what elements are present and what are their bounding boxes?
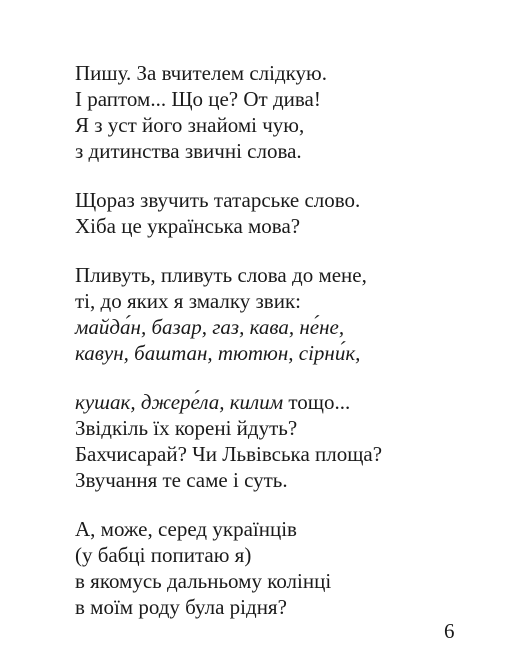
line-text: кавун, баштан, тютюн, сірни́к,	[75, 341, 361, 365]
stanza	[75, 516, 515, 620]
stanza	[75, 389, 515, 493]
line-text: Пишу. За вчителем слідкую.	[75, 61, 327, 85]
line-text: Звучання те саме і суть.	[75, 468, 288, 492]
poem-line	[75, 441, 515, 467]
poem-line	[75, 594, 515, 620]
line-text: Звідкіль їх корені йдуть?	[75, 416, 298, 440]
poem-line	[75, 60, 515, 86]
stanza	[75, 187, 515, 239]
line-text: (у бабці попитаю я)	[75, 543, 252, 567]
stanza	[75, 262, 515, 366]
poem-line	[75, 112, 515, 138]
poem-line	[75, 138, 515, 164]
poem-line	[75, 86, 515, 112]
page-number: 6	[444, 619, 455, 643]
poem-line	[75, 340, 515, 366]
line-text: Хіба це українська мова?	[75, 214, 301, 238]
line-text: Щораз звучить татарське слово.	[75, 188, 361, 212]
line-text: кушак, джере́ла, килим	[75, 390, 284, 414]
poem	[75, 60, 515, 643]
line-text: майда́н, базар, газ, кава, не́не,	[75, 315, 345, 339]
line-text: Пливуть, пливуть слова до мене,	[75, 263, 367, 287]
poem-line	[75, 568, 515, 594]
line-text: А, може, серед українців	[75, 517, 297, 541]
line-text: тощо...	[283, 390, 351, 414]
line-text: в моїм роду була рідня?	[75, 595, 287, 619]
poem-line	[75, 262, 515, 288]
line-text: Бахчисарай? Чи Львівська площа?	[75, 442, 383, 466]
poem-line	[75, 288, 515, 314]
line-text: І раптом... Що це? От дива!	[75, 87, 321, 111]
poem-line	[75, 467, 515, 493]
poem-line	[75, 314, 515, 340]
line-text: ті, до яких я змалку звик:	[75, 289, 301, 313]
poem-line	[75, 516, 515, 542]
poem-line	[75, 542, 515, 568]
poem-line	[75, 415, 515, 441]
line-text: Я з уст його знайомі чую,	[75, 113, 305, 137]
line-text: в якомусь дальньому колінці	[75, 569, 332, 593]
stanza	[75, 60, 515, 164]
poem-line	[75, 187, 515, 213]
line-text: з дитинства звичні слова.	[75, 139, 302, 163]
poem-line	[75, 389, 515, 415]
poem-line	[75, 213, 515, 239]
